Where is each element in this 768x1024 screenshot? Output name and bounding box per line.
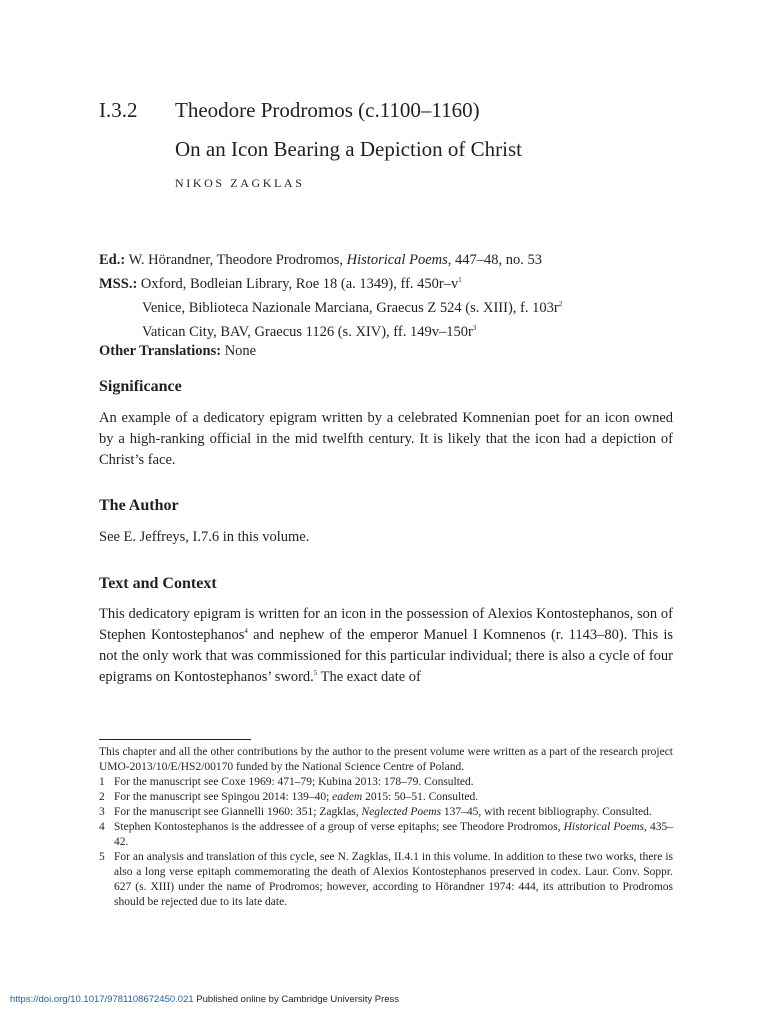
footnote (99, 790, 673, 805)
significance-heading: Significance (99, 378, 182, 395)
edition-text-end: , 447–48, no. 53 (447, 252, 542, 268)
paragraph-text: The exact date of (317, 669, 421, 685)
other-translations-label: Other Translations: (99, 343, 222, 360)
manuscript-oxford: Oxford, Bodleian Library, Roe 18 (a. 1349), ff. 450r–v (137, 275, 459, 292)
published-online-text: Published online by Cambridge University Press (193, 994, 400, 1005)
other-translations-value: None (221, 343, 257, 360)
footnote (99, 850, 673, 910)
author-name: NIKOS ZAGKLAS (175, 176, 305, 190)
footnote-ref: 5 (313, 669, 318, 678)
manuscripts-label: MSS.: (99, 275, 138, 292)
footnote-text-part: For the manuscript see Spingou 2014: 139–40; (114, 791, 333, 803)
footnote-text-part: For the manuscript see Giannelli 1960: 351; Zagklas, (114, 806, 362, 818)
footnote-text-part: For the manuscript see Coxe 1969: 471–79; Kubina 2013: 178–79. Consulted. (114, 776, 474, 788)
chapter-subtitle: On an Icon Bearing a Depiction of Christ (175, 137, 522, 161)
footnote-text (114, 820, 673, 850)
footnote-text-part: For an analysis and translation of this cycle, see N. Zagklas, II.4.1 in this volume. In addition to these two works, there is also a long verse epitaph commemorating the death of Alexios Kontostephanos preserved in codex. Laur. Conv. Soppr. 627 (s. XIII) under the name of Prodromos; however, according to Hörandner 1974: 444, its attribution to Prodromos should be rejected due to its late date. (114, 851, 673, 908)
footnote (99, 805, 673, 820)
edition-metadata (99, 250, 679, 361)
chapter-number: I.3.2 (99, 98, 138, 122)
publication-info (10, 994, 399, 1005)
footnote-text-part: , 435–42. (114, 821, 673, 848)
text-context-paragraph (99, 604, 673, 688)
chapter-title: Theodore Prodromos (c.1100–1160) (175, 98, 480, 122)
footnote-text (114, 850, 673, 910)
author-heading: The Author (99, 497, 179, 514)
edition-label: Ed.: (99, 252, 126, 268)
footnote-number: 4 (99, 821, 105, 833)
paragraph-text: This dedicatory epigram is written for an icon in the possession of Alexios Kontostephanos, son of Stephen Kontostephanos (99, 606, 673, 643)
footnote-text (114, 775, 673, 790)
manuscript-line (99, 318, 679, 342)
footnote-text-part: 137–45, with recent bibliography. Consulted. (441, 806, 652, 818)
footnote-ref: 2 (558, 299, 563, 308)
footnote (99, 820, 673, 850)
footnote (99, 775, 673, 790)
significance-paragraph: An example of a dedicatory epigram written by a celebrated Komnenian poet for an icon owned by a high-ranking official in the mid twelfth century. It is likely that the icon had a depiction of Christ’s face. (99, 410, 673, 468)
footnotes (99, 745, 673, 910)
manuscript-vatican: Vatican City, BAV, Graecus 1126 (s. XIV), ff. 149v–150r (142, 323, 473, 340)
other-translations-line (99, 341, 679, 361)
footnote-ref: 1 (458, 276, 462, 284)
footnote-number: 5 (99, 851, 105, 863)
footnote-number: 3 (99, 806, 105, 818)
edition-line (99, 250, 679, 270)
footnote-intro: This chapter and all the other contributions by the author to the present volume were written as a part of the research project UMO-2013/10/E/HS2/00170 funded by the National Science Centre of Poland. (99, 746, 673, 773)
footnote-ref: 4 (244, 627, 248, 636)
manuscript-line (99, 294, 679, 318)
footnote-text (114, 790, 673, 805)
footnote-number: 2 (99, 791, 105, 803)
author-paragraph: See E. Jeffreys, I.7.6 in this volume. (99, 529, 310, 545)
footnote-text (114, 805, 673, 820)
footnote-italic: eadem (332, 791, 363, 803)
doi-link[interactable]: https://doi.org/10.1017/9781108672450.021 (10, 994, 194, 1005)
footnote-divider (99, 739, 251, 740)
text-context-heading: Text and Context (99, 575, 217, 592)
footnote-italic: Neglected Poems (361, 806, 442, 818)
manuscripts-line (99, 270, 679, 294)
manuscript-venice: Venice, Biblioteca Nazionale Marciana, Graecus Z 524 (s. XIII), f. 103r (142, 299, 559, 316)
footnote-italic: Historical Poems (563, 821, 645, 833)
footnote-number: 1 (99, 776, 105, 788)
edition-italic: Historical Poems (346, 252, 448, 268)
footnote-text-part: 2015: 50–51. Consulted. (362, 791, 479, 803)
footnote-text-part: Stephen Kontostephanos is the addressee of a group of verse epitaphs; see Theodore Prodromos, (114, 821, 564, 833)
footnote-ref: 3 (472, 323, 477, 332)
edition-text: W. Hörandner, Theodore Prodromos, (125, 252, 347, 268)
paragraph-text: and nephew of the emperor Manuel I Komnenos (r. 1143–80). This is not the only work that was commissioned for this particular individual; there is also a cycle of four epigrams on Kontostephanos’ sword. (99, 627, 673, 685)
